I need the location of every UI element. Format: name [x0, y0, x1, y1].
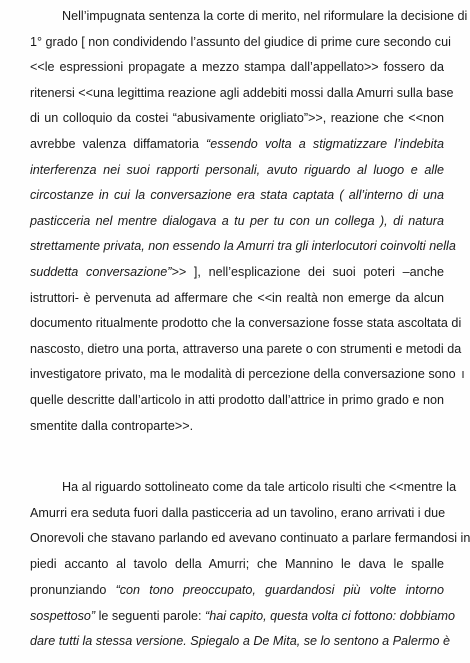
text-line — [30, 110, 444, 126]
italic-segment: pasticceria nel mentre dialogava a tu per tu con un collega ), di natura — [30, 213, 444, 228]
text-line — [30, 187, 444, 203]
text-line — [30, 505, 444, 521]
text-segment: 1° grado [ non condividendo l’assunto del giudice di prime cure secondo cui — [30, 34, 451, 49]
italic-segment: sospettoso” — [30, 608, 96, 623]
italic-segment: “essendo volta a stigmatizzare l’indebita — [206, 137, 444, 151]
text-segment: Onorevoli che stavano parlando ed avevano continuato a parlare fermandosi in — [30, 531, 470, 546]
text-line — [62, 8, 468, 24]
italic-segment: suddetta conversazione”>> — [30, 265, 194, 279]
text-segment: di un colloquio da costei “abusivamente origliato”>>, reazione che <<non — [30, 111, 444, 126]
text-segment: smentite dalla controparte>>. — [30, 418, 194, 433]
text-segment: documento ritualmente prodotto che la conversazione fosse stata ascoltata di — [30, 316, 462, 331]
text-segment: <<le espressioni propagate a mezzo stampa dall’appellato>> fossero da — [30, 60, 444, 75]
text-segment: investigatore privato, ma le modalità di percezione della conversazione sono — [30, 367, 456, 382]
text-line — [30, 162, 444, 178]
italic-segment: circostanze in cui la conversazione era stata captata ( all’interno di una — [30, 188, 444, 203]
text-line — [62, 479, 457, 495]
text-line — [30, 341, 462, 357]
italic-segment: “con tono preoccupato, guardandosi più volte intorno — [115, 582, 444, 597]
margin-mark — [462, 371, 464, 378]
text-segment: Ha al riguardo sottolineato come da tale articolo risulti che <<mentre la — [62, 480, 457, 494]
text-segment: piedi accanto al tavolo della Amurri; che Mannino le dava le spalle — [30, 557, 444, 572]
italic-segment: interferenza nei suoi rapporti personali, avuto riguardo al luogo e alle — [30, 162, 444, 177]
text-line — [30, 366, 456, 382]
text-line — [30, 582, 444, 598]
text-segment: pronunziando — [30, 582, 116, 597]
text-line — [30, 213, 444, 229]
text-segment: ritenersi <<una legittima reazione agli addebiti mossi dalla Amurri sulla base — [30, 85, 454, 100]
text-segment: istruttori- è pervenuta ad affermare che <<in realtà non emerge da alcun — [30, 290, 444, 305]
text-line — [30, 418, 444, 434]
text-segment: Nell’impugnata sentenza la corte di merito, nel riformulare la decisione di — [62, 9, 468, 23]
text-segment: nascosto, dietro una porta, attraverso una parete o con strumenti e metodi da — [30, 341, 462, 356]
text-line — [30, 556, 444, 572]
italic-segment: dare tutti la stessa versione. Spiegalo a De Mita, se lo sentono a Palermo è — [30, 634, 451, 649]
italic-segment: strettamente privata, non essendo la Amurri tra gli interlocutori coinvolti nella — [30, 239, 456, 254]
text-line — [30, 136, 444, 152]
text-line — [30, 608, 455, 624]
text-segment: ], nell’esplicazione dei suoi poteri –anche — [193, 265, 444, 279]
text-segment: avrebbe valenza diffamatoria — [30, 137, 206, 151]
text-segment: le seguenti parole: — [95, 608, 206, 623]
italic-segment: “hai capito, questa volta ci fottono: dobbiamo — [205, 608, 455, 623]
text-segment: Amurri era seduta fuori dalla pasticceria ad un tavolino, erano arrivati i due — [30, 505, 446, 520]
text-line — [30, 633, 451, 649]
text-line — [30, 264, 444, 280]
text-line — [30, 34, 451, 50]
text-line — [30, 59, 444, 75]
text-line — [30, 238, 456, 254]
text-line — [30, 85, 454, 101]
text-line — [30, 530, 470, 546]
text-segment: quelle descritte dall’articolo in atti prodotto dall’attrice in primo grado e non — [30, 393, 444, 407]
text-line — [30, 290, 444, 306]
text-line — [30, 392, 444, 408]
text-line — [30, 315, 462, 331]
